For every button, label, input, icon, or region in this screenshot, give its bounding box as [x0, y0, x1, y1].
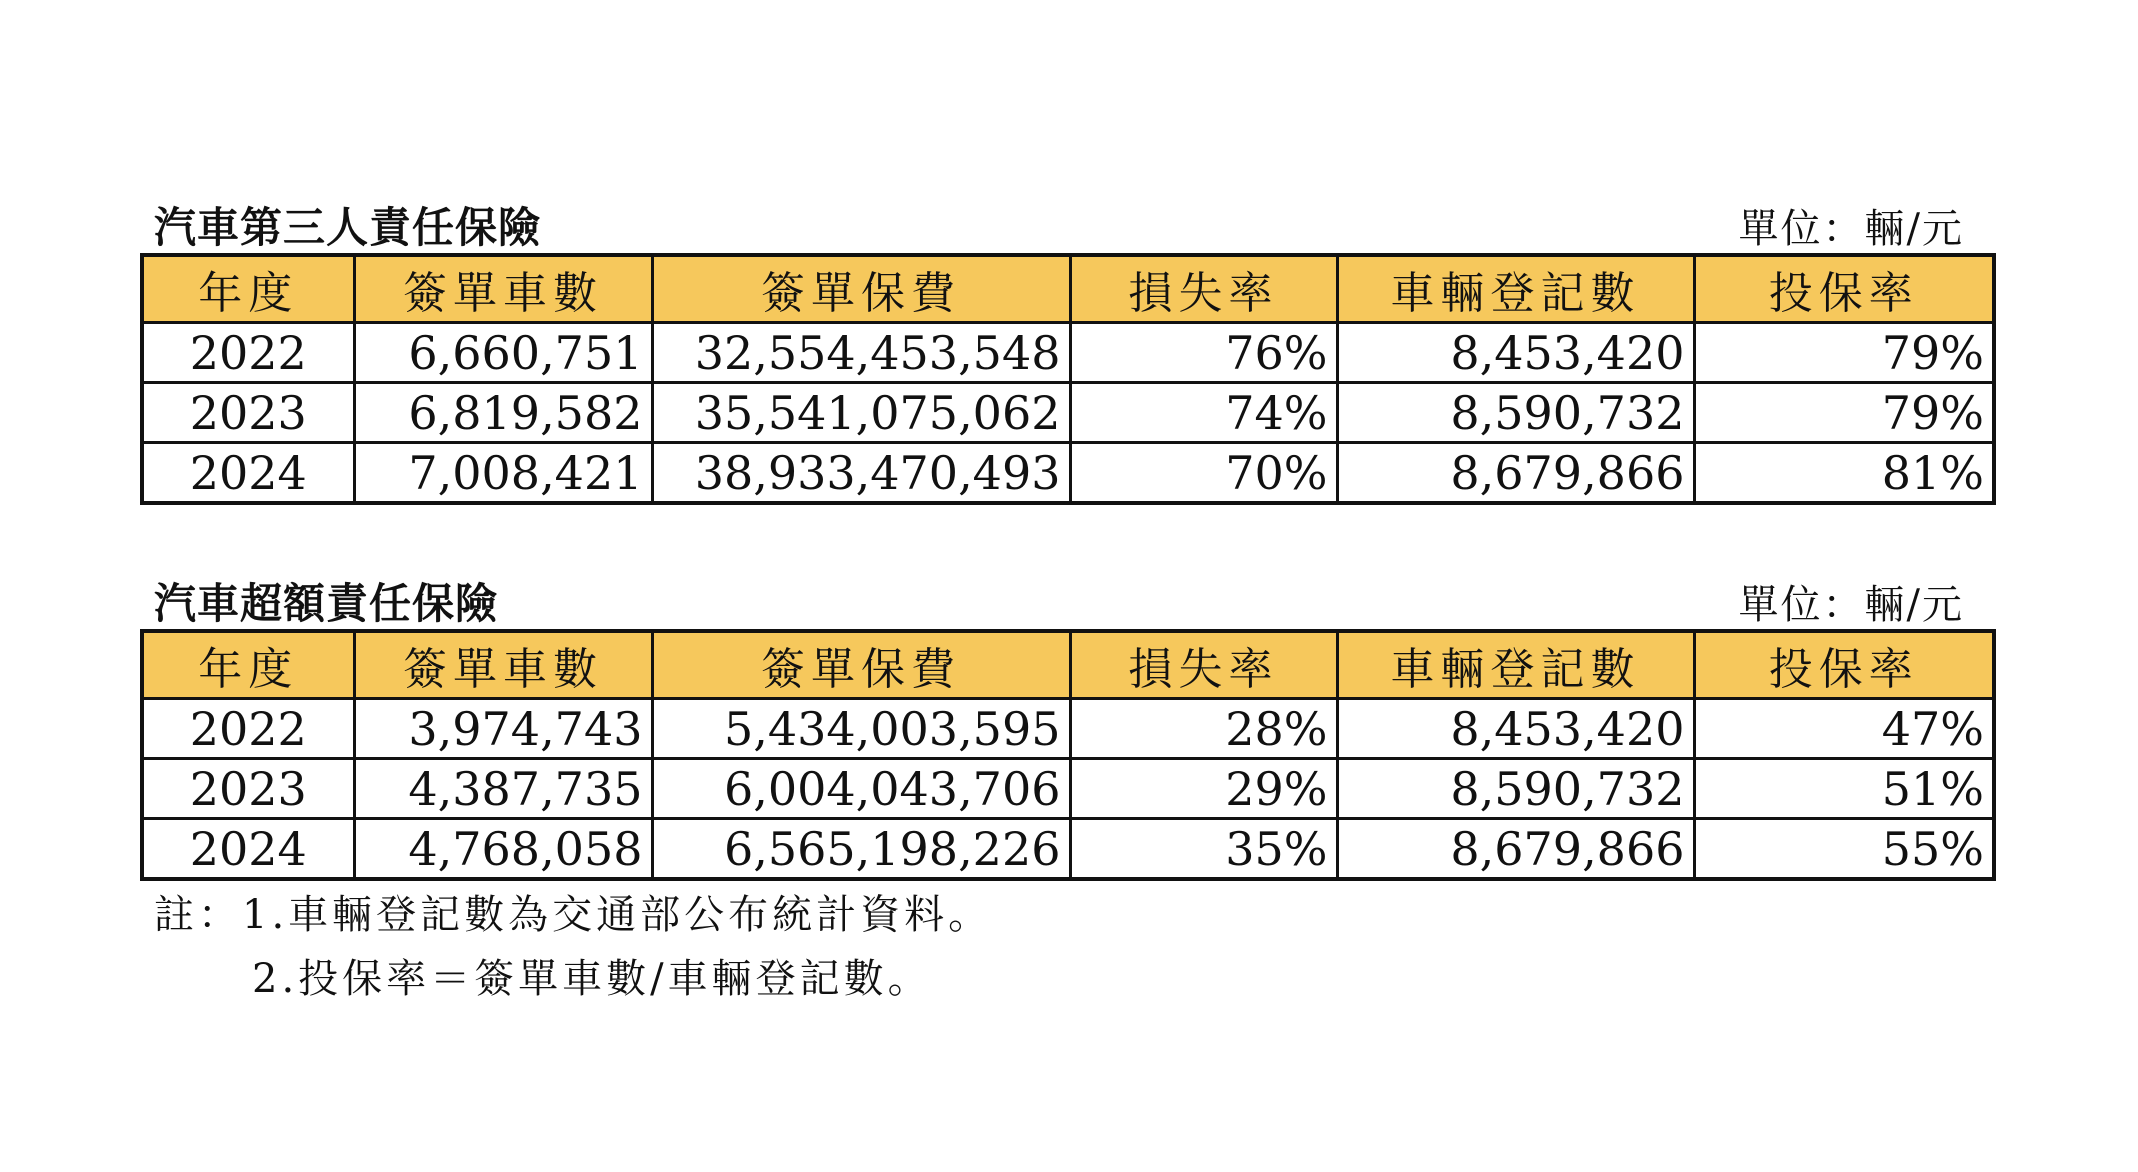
cell-policy-count: 3,974,743 [354, 699, 652, 759]
column-header-policy-count: 簽單車數 [354, 255, 652, 323]
cell-premium: 5,434,003,595 [652, 699, 1070, 759]
table-header-row [142, 631, 1994, 699]
cell-coverage-rate: 79% [1694, 323, 1994, 383]
cell-year: 2024 [142, 443, 354, 504]
cell-year: 2023 [142, 383, 354, 443]
footnotes [154, 883, 992, 1011]
table-row [142, 759, 1994, 819]
cell-policy-count: 7,008,421 [354, 443, 652, 504]
cell-registered-vehicles: 8,679,866 [1337, 443, 1694, 504]
cell-year: 2023 [142, 759, 354, 819]
cell-year: 2022 [142, 323, 354, 383]
column-header-loss-ratio: 損失率 [1070, 255, 1337, 323]
column-header-premium: 簽單保費 [652, 255, 1070, 323]
cell-coverage-rate: 51% [1694, 759, 1994, 819]
cell-policy-count: 6,660,751 [354, 323, 652, 383]
insurance-table-third-party [140, 253, 1996, 505]
footnote-2: 2.投保率＝簽單車數/車輛登記數。 [252, 956, 932, 1002]
cell-year: 2022 [142, 699, 354, 759]
cell-loss-ratio: 28% [1070, 699, 1337, 759]
cell-premium: 6,004,043,706 [652, 759, 1070, 819]
footnote-1: 註：1.車輛登記數為交通部公布統計資料。 [154, 892, 993, 938]
table-row [142, 699, 1994, 759]
cell-year: 2024 [142, 819, 354, 880]
column-header-registered-vehicles: 車輛登記數 [1337, 631, 1694, 699]
cell-loss-ratio: 70% [1070, 443, 1337, 504]
cell-registered-vehicles: 8,590,732 [1337, 759, 1694, 819]
table-title: 汽車超額責任保險 [154, 579, 499, 628]
cell-coverage-rate: 79% [1694, 383, 1994, 443]
table-row [142, 323, 1994, 383]
cell-premium: 38,933,470,493 [652, 443, 1070, 504]
cell-premium: 35,541,075,062 [652, 383, 1070, 443]
cell-coverage-rate: 81% [1694, 443, 1994, 504]
section-header [140, 197, 1992, 253]
cell-registered-vehicles: 8,453,420 [1337, 323, 1694, 383]
table-row [142, 383, 1994, 443]
column-header-coverage-rate: 投保率 [1694, 631, 1994, 699]
cell-loss-ratio: 74% [1070, 383, 1337, 443]
cell-premium: 6,565,198,226 [652, 819, 1070, 880]
cell-loss-ratio: 29% [1070, 759, 1337, 819]
table-header-row [142, 255, 1994, 323]
table-row [142, 819, 1994, 880]
unit-label: 單位：輛/元 [1738, 206, 1964, 252]
cell-policy-count: 6,819,582 [354, 383, 652, 443]
table-section-excess-liability [140, 573, 1992, 881]
insurance-table-excess-liability [140, 629, 1996, 881]
column-header-year: 年度 [142, 631, 354, 699]
table-row [142, 443, 1994, 504]
cell-coverage-rate: 55% [1694, 819, 1994, 880]
column-header-loss-ratio: 損失率 [1070, 631, 1337, 699]
cell-registered-vehicles: 8,590,732 [1337, 383, 1694, 443]
cell-premium: 32,554,453,548 [652, 323, 1070, 383]
cell-policy-count: 4,768,058 [354, 819, 652, 880]
column-header-premium: 簽單保費 [652, 631, 1070, 699]
unit-label: 單位：輛/元 [1738, 582, 1964, 628]
cell-coverage-rate: 47% [1694, 699, 1994, 759]
cell-policy-count: 4,387,735 [354, 759, 652, 819]
section-header [140, 573, 1992, 629]
cell-loss-ratio: 35% [1070, 819, 1337, 880]
column-header-policy-count: 簽單車數 [354, 631, 652, 699]
cell-registered-vehicles: 8,679,866 [1337, 819, 1694, 880]
column-header-year: 年度 [142, 255, 354, 323]
column-header-registered-vehicles: 車輛登記數 [1337, 255, 1694, 323]
column-header-coverage-rate: 投保率 [1694, 255, 1994, 323]
cell-loss-ratio: 76% [1070, 323, 1337, 383]
cell-registered-vehicles: 8,453,420 [1337, 699, 1694, 759]
table-title: 汽車第三人責任保險 [154, 203, 542, 252]
table-section-third-party [140, 197, 1992, 505]
